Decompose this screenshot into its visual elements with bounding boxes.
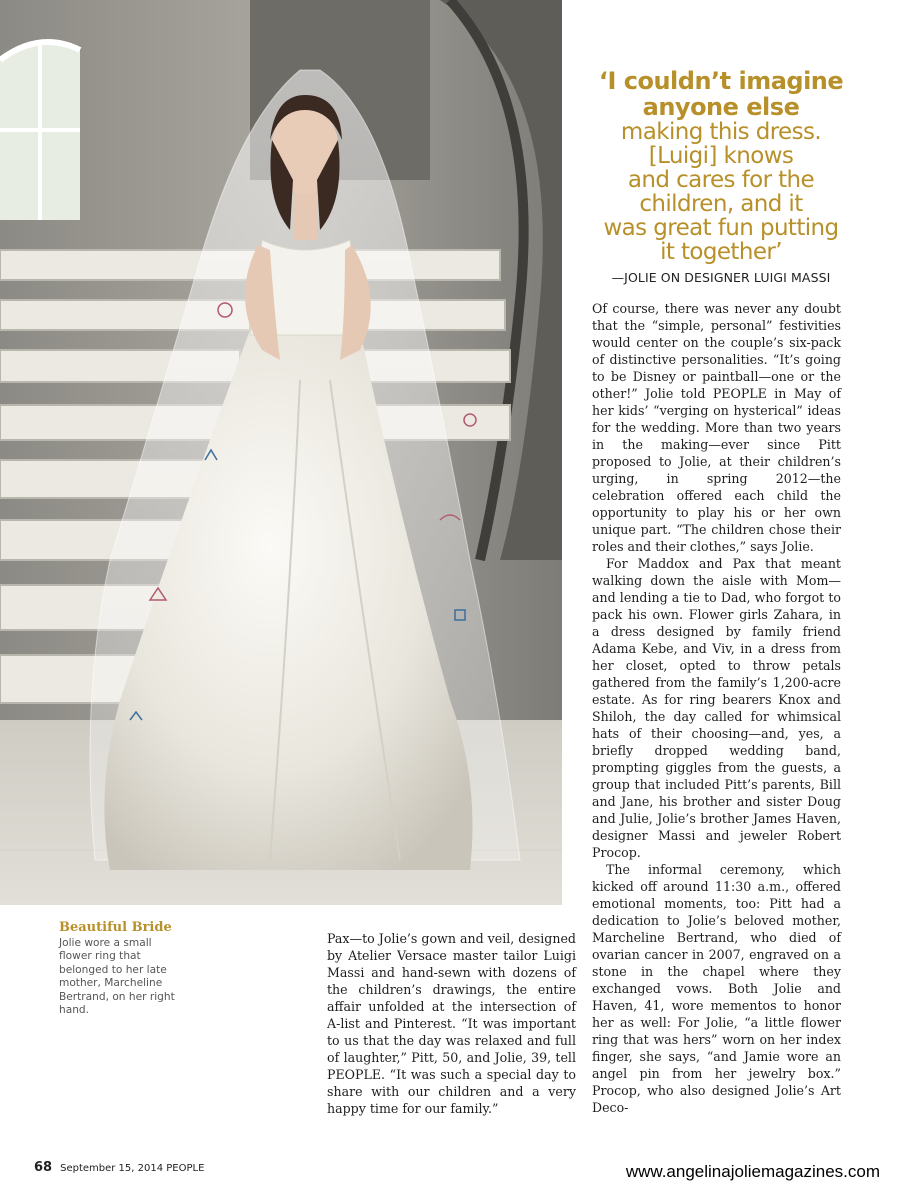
article-paragraph: Of course, there was never any doubt that the “simple, personal” festivities would center on the couple’s six-pack of distinctive personalities. “It’s going to be Disney or paintball—one or the other!” Jolie told PEOPLE in May of her kids’ “verging on hysterical” ideas for the wedding. More than two years in the making—ever since Pitt proposed to Jolie, at their children’s urging, in spring 2012—the celebration offered each child the opportunity to play his or her own unique part. “The children chose their roles and their clothes,” says Jolie. [592, 301, 841, 554]
article-paragraph: For Maddox and Pax that meant walking down the aisle with Mom—and lending a tie to Dad, who forgot to pack his own. Flower girls Zahara, in a dress designed by family friend Adama Kebe, and Viv, in a dress from her closet, opted to throw petals gathered from the family’s 1,200-acre estate. As for ring bearers Knox and Shiloh, the day called for whimsical hats of their choosing—and, yes, a briefly dropped wedding band, prompting giggles from the guests, a group that included Pitt’s parents, Bill and Jane, his brother and sister Doug and Julie, Jolie’s brother James Haven, designer Massi and jeweler Robert Procop. [592, 556, 841, 860]
pull-quote-line: ‘I couldn’t imagine [598, 67, 844, 95]
bride-photo-illustration [0, 0, 562, 905]
bride-photo [0, 0, 562, 905]
caption-title: Beautiful Bride [59, 920, 172, 935]
issue-date: September 15, 2014 PEOPLE [60, 1163, 205, 1174]
caption-text: Jolie wore a small flower ring that belonged to her late mother, Marcheline Bertrand, on her right hand. [59, 937, 175, 1017]
pull-quote-line: [Luigi] knows [648, 143, 794, 169]
pull-quote [560, 68, 882, 285]
pull-quote-line: was great fun putting [603, 215, 839, 241]
pull-quote-line: and cares for the [627, 167, 815, 193]
article-column-right [592, 300, 841, 1116]
pull-quote-line: making this dress. [620, 119, 822, 145]
watermark-url: www.angelinajoliemagazines.com [625, 1162, 880, 1181]
page-footer [34, 1160, 204, 1175]
article-column-middle [327, 930, 576, 1117]
page-number: 68 [34, 1160, 53, 1175]
article-paragraph: The informal ceremony, which kicked off around 11:30 a.m., offered emotional moments, too: Pitt had a dedication to Jolie’s beloved mother, Marcheline Bertrand, who died of ovarian cancer in 2007, engraved on a stone in the chapel where they exchanged vows. Both Jolie and Haven, 41, wore mementos to honor her as well: For Jolie, “a little flower ring that was hers” worn on her index finger, she says, “and Jamie wore an angel pin from her jewelry box.” Procop, who also designed Jolie’s Art Deco- [592, 862, 841, 1115]
pull-quote-attribution: —JOLIE ON DESIGNER LUIGI MASSI [611, 270, 831, 285]
article-paragraph: Pax—to Jolie’s gown and veil, designed by Atelier Versace master tailor Luigi Massi and hand-sewn with dozens of the children’s drawings, the entire affair unfolded at the intersection of A-list and Pinterest. “It was important to us that the day was relaxed and full of laughter,” Pitt, 50, and Jolie, 39, tell PEOPLE. “It was such a special day to share with our children and a very happy time for our family.” [327, 931, 576, 1116]
photo-caption [59, 920, 184, 1017]
pull-quote-line: it together’ [660, 239, 782, 265]
pull-quote-line: anyone else [642, 93, 800, 121]
pull-quote-line: children, and it [639, 191, 803, 217]
